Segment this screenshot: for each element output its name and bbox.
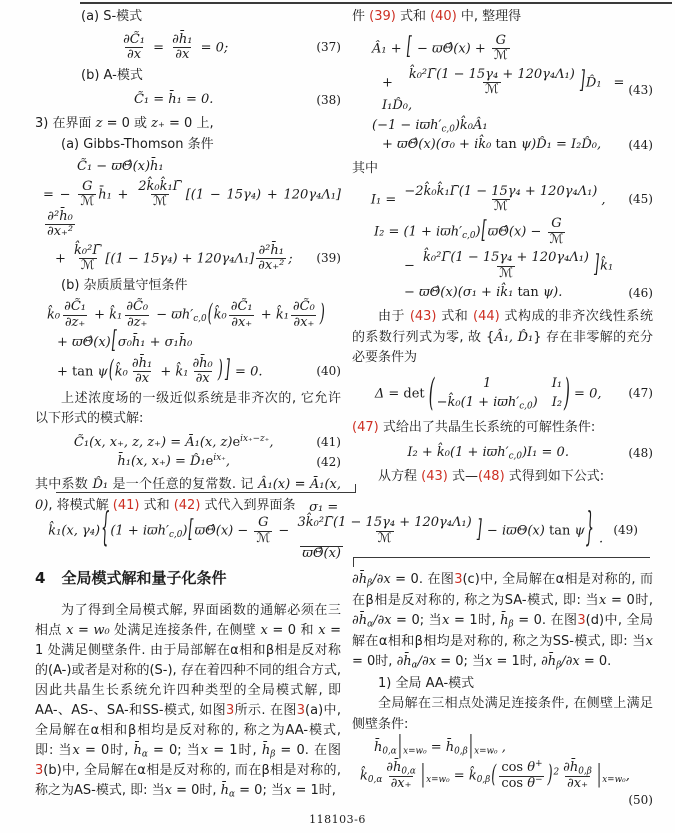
list-item-interface: 3) 在界面 z = 0 或 z₊ = 0 上, [35, 116, 214, 132]
matrix-cell-21: −k̂₀(1 + $iϖh'_{c,0}$) [436, 395, 538, 412]
equation-44 [352, 118, 653, 154]
equation-43 [352, 34, 653, 114]
equation-46-line2: − k̂₀²Γ̄(1 − 15γ₄ + 120γ₄Λ₁) ℳ ]k̂₁ [404, 250, 614, 281]
equation-45-label: (45) [628, 192, 653, 207]
equation-40-line3: + tan ψ(k̂₀ $\frac{\text{∂h̄₁}}{\partial x}$ + k̂₁ $\frac{\text{∂h̄₀}}{\partial x}$ ) ] = 0. [57, 355, 263, 387]
section-number: 4 [35, 569, 46, 587]
equation-44-line1: $(-1 - iϖh'_{c,0})k̂_0Â_1$ [372, 117, 488, 135]
equation-40 [35, 300, 341, 386]
equation-48-body: I₂ + k̂₀(1 + $iϖh'_{c,0})I_1 = 0$. [407, 444, 569, 462]
equation-46 [352, 217, 653, 301]
right-column-top [352, 7, 653, 488]
left-column-bottom [35, 567, 341, 801]
equation-44-line2: + ϖΘ̂(x)(σ₀ + ik̂₀ tan ψ)D̂₁ = I₂D̂₀, [382, 137, 602, 153]
paragraph-coefficient: 其中系数 D̂₁ 是一个任意的复常数. 记 Â₁(x) = Ā₁(x, 0), 将模式解 (41) 式和 (42) 式代入到界面条 [35, 477, 341, 513]
equation-42-body: h̄₁(x, $x_+) = D̂_1e^{ix_+}$, [117, 453, 230, 470]
equation-39 [35, 159, 341, 274]
equation-43-line1: Â₁ + [ − ϖΘ̂(x) + G ℳ [372, 32, 508, 64]
paragraph-continuation: 件 (39) 式和 (40) 中, 整理得 [352, 9, 522, 24]
equation-49 [38, 500, 638, 562]
equation-50 [352, 732, 653, 808]
equation-50-line1: $h̄_{0,\alpha}|_{x=w_0}$ = $h̄_{0,\beta}|_{x=w_0}$ , [374, 732, 506, 761]
matrix-cell-22: I₂ [551, 395, 563, 411]
list-item-gibbs-thomson: (a) Gibbs-Thomson 条件 [61, 136, 214, 152]
equation-42 [35, 454, 341, 470]
paragraph-solvability: (47) 式给出了共晶生长系统的可解性条件: [352, 420, 596, 436]
matrix-cell-11: 1 [483, 375, 492, 391]
paragraph-modal-solution: 上述浓度场的一级近似系统是非齐次的, 它允许以下形式的模式解: [35, 390, 341, 427]
equation-41-body: C̃₁(x, x₊, z, z₊) = Ā₁(x, $z)e^{ix_+-z_+}$, [73, 433, 274, 450]
equation-47-label: (47) [628, 386, 653, 401]
paragraph-formula: 从方程 (43) 式—(48) 式得到如下公式: [378, 469, 605, 485]
divider-right-rule [353, 557, 650, 558]
equation-41-label: (41) [316, 435, 341, 450]
equation-39-label: (39) [316, 251, 341, 266]
paragraph-determinant: 由于 (43) 式和 (44) 式构成的非齐次线性系统的系数行列式为零, 故 {Â₁, D̂₁} 存在非零解的充分必要条件为 [352, 309, 654, 366]
paragraph-mode-symmetry: $\partial h̄_\beta/\partial x = 0$. 在图3(c)中, 全局解在α相是对称的, 而在β相是反对称的, 称之为SA-模式, 即: 当x = 0时, $\partial h̄_\alpha/\partial x = 0$; 当x = 1时, $h̄_\beta = 0$. 在图3(d)中, 全局解在α相和β相均是对称的, 称之为SS-模式, 即: 当x = 0时, $\partial h̄_\alpha/\partial x = 0$; 当x = 1时, $\partial h̄_\beta/\partial x = 0$. [352, 572, 653, 671]
equation-50-line2: $k̂_{0,\alpha}$ $\frac{\partial h̄_{0,\alpha}}{\partial x_+}$ $|_{x=w_0}$ = $k̂_{0,\beta}$( $\frac{\cos \theta^+}{\cos \theta^-}$ )$^2$ $\frac{\partial h̄_{0,\beta}}{\partial x_+}$ $|_{x=w_0}$, [360, 759, 630, 791]
divider-left-tick [355, 484, 356, 493]
equation-39-line3: + k̂₀²Γ̄ ℳ [(1 − 15γ₄) + 120γ₄Λ₁] $\frac{\text{∂²h̄₁}}{\text{∂x₊²}}$ ; [55, 242, 293, 274]
equation-44-label: (44) [628, 137, 653, 152]
equation-40-line2: + ϖΘ̂(x)[σ₀h̄₁ + σ₁h̄₀ [57, 328, 193, 357]
divider-left-rule [56, 492, 356, 493]
section-heading [35, 567, 341, 588]
list-item-a-mode: (b) A-模式 [81, 67, 143, 83]
equation-43-line2: + k̂₀²Γ̄(1 − 15γ₄ + 120γ₄Λ₁) ℳ ]D̂₁ = I₁D̂₀, [382, 66, 625, 113]
header-rule [80, 2, 672, 4]
matrix [428, 370, 570, 416]
matrix-right-paren: ) [564, 370, 570, 416]
equation-39-line1: C̃₁ − ϖΘ̂(x)h̄₁ [77, 159, 164, 175]
equation-48-label: (48) [628, 445, 653, 460]
matrix-cell-12: I₁ [551, 375, 563, 391]
equation-47-rhs: = 0, [574, 386, 602, 402]
equation-45 [352, 185, 653, 215]
equation-47 [352, 370, 653, 416]
equation-43-label: (43) [628, 83, 653, 98]
equation-39-line2: = − G ℳ h̄₁ + 2k̂₀k̂₁Γ̄ ℳ [(1 − 15γ₄) + 120γ₄Λ₁] $\frac{\text{∂²h̄₀}}{\text{∂x₊²}}$ [43, 178, 341, 240]
equation-38-label: (38) [316, 92, 341, 107]
right-column-bottom [352, 570, 653, 808]
equation-38-body: C̃₁ = h̄₁ = 0. [133, 92, 214, 108]
section-title: 全局模式解和量子化条件 [61, 569, 227, 587]
left-column-top [35, 7, 341, 516]
where-label: 其中 [352, 161, 379, 177]
equation-50-label: (50) [628, 793, 653, 808]
equation-41 [35, 435, 341, 451]
equation-40-line1: k̂₀ $\frac{\text{∂C̃₁}}{\partial z_+}$ + k̂₁ $\frac{\text{∂C̃₀}}{\partial z_+}$ − $ϖh'_{c,0}(k̂_0$ $\frac{\text{∂C̃₁}}{\partial x_+}$ + k̂₁ $\frac{\text{∂C̃₀}}{\partial x_+}$ ) [47, 299, 325, 330]
equation-47-lhs: Δ = det [374, 386, 425, 402]
equation-46-line1: $I_2 = (1 + iϖh'_{c,0})[ϖ\Thetâ(x)$ − G ℳ [374, 216, 564, 247]
list-item-s-mode: (a) S-模式 [81, 9, 143, 24]
equation-49-body: σ₁ = k̂₁(x, $\gamma_4)\{(1 + iϖh'_{c,0})[ϖ\Thetâ(x)$ − G ℳ − 3k̂₀²Γ̄(1 − 15γ₄ + 120γ₄Λ₁) ℳ ] − iϖΘ(x) tan ψ} ϖΘ̂(x) . [48, 500, 604, 562]
equation-47-body [352, 370, 624, 416]
page-number: 118103-6 [309, 813, 366, 826]
paragraph-global-modes: 为了得到全局模式解, 界面函数的通解必须在三相点 x = w₀ 处满足连接条件, 在侧壁 x = 0 和 x = 1 处满足侧壁条件. 由于局部解在α相和β相是反对称的(A-)或者是对称的(S-), 存在着四种不同的组合方式, 因此共晶生长系统允许四种类型的全局模式解, 即AA-、AS-、SA-和SS-模式, 如图3所示. 在图3(a)中, 全局解在α相和β相均是反对称的, 称之为AA-模式, 即: 当x = 0时, $h̄_\alpha = 0$; 当x = 1时, $h̄_\beta = 0$. 在图3(b)中, 全局解在α相是反对称的, 而在β相是对称的, 称之为AS-模式, 即: 当x = 0时, $h̄_\alpha = 0$; 当x = 1时, [35, 603, 342, 800]
equation-45-body: I₁ = −2k̂₀k̂₁Γ̄(1 − 15γ₄ + 120γ₄Λ₁) ℳ , [370, 183, 606, 215]
list-item-mass-conservation: (b) 杂质质量守恒条件 [61, 277, 188, 293]
divider-right-tick [353, 557, 354, 567]
equation-37 [35, 33, 341, 63]
paragraph-connection-condition: 全局解在三相点处满足连接条件, 在侧壁上满足侧壁条件: [352, 696, 653, 732]
equation-42-label: (42) [316, 454, 341, 469]
equation-38 [35, 92, 341, 108]
equation-37-label: (37) [316, 40, 341, 55]
equation-49-label: (49) [613, 523, 638, 538]
equation-48 [352, 445, 653, 461]
equation-46-label: (46) [628, 285, 653, 300]
equation-37-body: $\frac{\text{∂C̃₁}}{\partial x}$ = $\frac{\text{∂h̄₁}}{\partial x}$ = 0; [123, 31, 229, 63]
list-item-global-aa-mode: 1) 全局 AA-模式 [378, 675, 475, 691]
matrix-left-paren: ( [428, 370, 435, 416]
equation-46-line3: − ϖΘ̂(x)(σ₁ + ik̂₁ tan ψ). [404, 285, 563, 301]
equation-40-label: (40) [316, 364, 341, 379]
